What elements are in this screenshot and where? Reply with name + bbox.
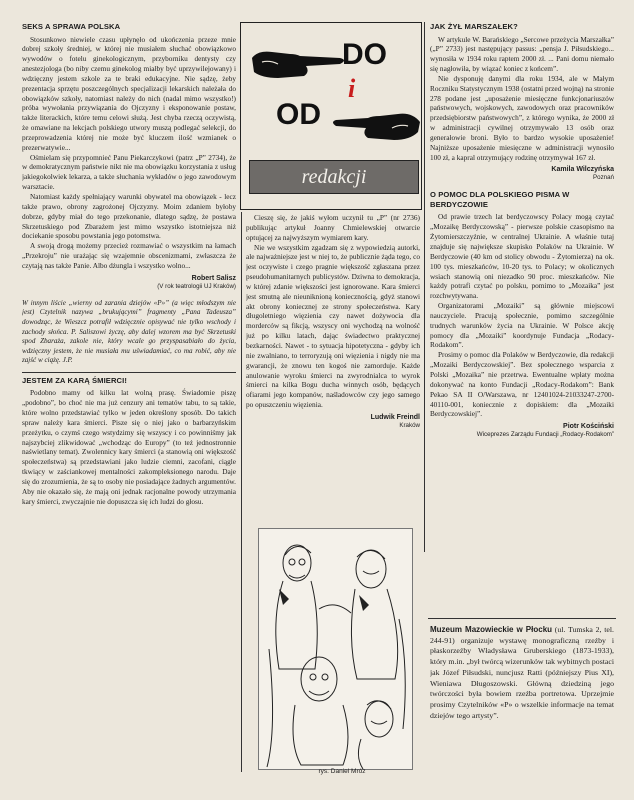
- marszalek-paragraph: W artykule W. Barańskiego „Sercowe przeżycia Marszałka” („P” 2733) jest następujący passus: „pensja J. Piłsudskiego... wynosiła w 1934 roku raptem 2000 zł. ... Pani domu niemało się nagłowiła, by wiązać koniec z końcem”.: [430, 34, 614, 74]
- seks-paragraph: Ośmielam się przypomnieć Panu Piekarczykowi (patrz „P” 2734), że w demokratycznym państwie nikt nie ma obowiązku korzystania z usług jakiegokolwiek lekarza, a także słuchania wykładów o jego zawodowym warsztacie.: [22, 152, 236, 192]
- pomoc-signature: Piotr Kościński: [563, 423, 614, 431]
- muzeum-text: (ul. Tumska 2, tel. 244-91) organizuje wystawę monograficzną rzeźby i płaskorzeźby Władysława Gruberskiego (1873-1933), który m.in. „był twórcą wizerunków tak wybitnych postaci jak Józef Piłsudski, nuncjusz Ratti (późniejszy Pius XI), Wieniawa Długoszowski. Główną dziedziną jego twórczości była bowiem rzeźba portretowa. Uprzejmie prosimy Czytelników «P» o wszelkie informacje na temat dziejów tego artysty”.: [430, 625, 614, 720]
- seks-paragraph: A swoją drogą możemy przecież rozmawiać o wszystkim na łamach „Przekroju” nie urażając się wzajemnie obscenizmami, zwłaszcza że czytają nas także Panie. Albo dżungla i wszystko wolno...: [22, 241, 236, 270]
- caricature-drawing: [259, 529, 412, 769]
- muzeum-box: [430, 625, 614, 775]
- seks-paragraph: Stosunkowo niewiele czasu upłynęło od ukończenia przeze mnie dobrej szkoły średniej, w której nie musiałem słuchać obowiązkowo wywodów o fotelu ginekologicznym, przyborniku dentysty czy anestezjologa (bo niby czemu ginekolog miałby być uprzywilejowany) i wdzięczny jestem szkole za te braki edukacyjne. Nie sądzę, żeby prezentacja sprzętu poszczególnych specjalizacji lekarskich należała do obowiązków szkoły, natomiast należy do nich (nadal mimo wszystko!) próba wywołania przywiązania do Ojczyzny i eksponowanie postaw, także literackich, które temu celowi służą. Jest chyba rzeczą oczywistą, że omawiane na lekcjach polskiego utwory muszą podlegać selekcji, do przeprowadzenia której nie może być kluczem ilość wzmianek o prezerwatywie...: [22, 34, 236, 152]
- seks-paragraph: Natomiast każdy spełniający warunki obywatel ma obowiązek - lecz także prawo, obrony zagrożonej Ojczyzny. Moim zdaniem byłoby dobrze, gdyby miał do tego przekonanie, dlatego sądzę, że postawa Skrzetuskiego pod Zbarażem jest mimo wszystko istotniejsza niż dociekanie sposobu powstania jego potomstwa.: [22, 192, 236, 241]
- seks-signature: Robert Salisz: [191, 274, 236, 282]
- word-do: DO: [342, 38, 387, 71]
- pomoc-paragraph: Organizatorami „Mozaiki” są głównie miejscowi nauczyciele. Pracują społecznie, pomimo szczególnie trudnych warunków życia na Ukrainie. W Polsce akcję pomocy dla „Mozaiki” koordynuje Fundacja „Rodacy-Rodakom”.: [430, 301, 614, 350]
- marszalek-paragraph: Nie dysponuję danymi dla roku 1934, ale w Małym Roczniku Statystycznym 1938 (ostatni przed wojną) na stronie 278 podane jest „uposażenie miesięczne funkcjonariuszów państwowych, wojskowych, zawodowych oraz pracowników przedsiębiorstw państwowych”, z którego wynika, że 2000 zł w administracji cywilnej otrzymywało 13 osób oraz generałowie broni. Było to bardzo wysokie uposażenie! Najniższe uposażenie miesięczne w administracji wynosiło 100 zł, a kapral otrzymujący rodzinę otrzymywał 167 zł.: [430, 73, 614, 162]
- red-letter-i: i: [348, 74, 356, 103]
- marszalek-signature: Kamila Wilczyńska: [551, 166, 614, 174]
- jestem-paragraph: Cieszę się, że jakiś wyłom uczynił tu „P” (nr 2736) publikując artykuł Joanny Chmielewskiej otwarcie optującej za najwyższym wymiarem kary.: [246, 213, 420, 242]
- editor-note: W innym liście „wierny od zarania dziejów «P»” (a więc młodszym nie jest) Czytelnik nazywa „brukującymi” fragmenty „Pana Tadeusza” dowodząc, że Wieszcz potrafił wdzięcznie opisywać nie tylko wschody i zachody słońca. P. Saliszowi życzę, aby dalej wzorem ma być Skrzetuski spod Zbaraża, zakole nie, który wcale go przyspasabiało do życia, wdzięczny jestem, że nie musiała mu uświadamiać, co ma robić, aby nie zajść w ciążę. J.P.: [22, 298, 236, 365]
- section-divider: [428, 618, 616, 619]
- redakcji-banner: [249, 160, 419, 194]
- jestem-signature: Ludwik Freindl: [370, 413, 420, 421]
- pointing-hand-icon: [250, 42, 350, 88]
- center-column: [246, 213, 420, 523]
- pomoc-paragraph: Prosimy o pomoc dla Polaków w Berdyczowie, dla redakcji „Mozaiki Berdyczowskiej”. Bez społecznego wsparcia z Polski „Mozaika” nie przetrwa. Ewentualne wpłaty można dokonywać na konto Fundacji „Rodacy-Rodakom”: Bank Pekao SA II O/Warszawa, nr 12401024-21033247-2700-40110-001, koniecznie z dopiskiem: dla „Mozaiki Berdyczowskiej”.: [430, 350, 614, 419]
- column-divider: [241, 212, 242, 772]
- muzeum-notice: [430, 625, 614, 721]
- column-divider: [424, 22, 425, 552]
- word-od: OD: [276, 98, 321, 131]
- right-column: [430, 22, 614, 547]
- pointing-hand-icon: [332, 102, 422, 146]
- pomoc-affiliation: Wiceprezes Zarządu Fundacji „Rodacy-Rodakom”: [476, 431, 614, 439]
- marszalek-place: Poznań: [593, 174, 614, 182]
- cartoon-illustration: [258, 528, 413, 770]
- pomoc-heading: O POMOC DLA POLSKIEGO PISMA W BERDYCZOWIE: [430, 190, 570, 209]
- marszalek-heading: JAK ŻYŁ MARSZAŁEK?: [430, 22, 518, 31]
- cartoon-credit: rys. Daniel Mróz: [318, 768, 366, 775]
- jestem-place: Kraków: [399, 421, 420, 429]
- jestem-paragraph: Nie we wszystkim zgadzam się z wypowiedzią autorki, ale najważniejsze jest w niej to, że publicznie żąda tego, co jest oczywiste i czego pragnie większość zgłaszana przez pseudohumanitarnych publicystów. Dziwna to demokracja, w której zdanie większości jest ignorowane. Kara śmierci jest smutną ale nieuniknioną koniecznością, gdyż stanowi akt obrony koniecznej ze strony społeczeństwa. Kary długoletniego więzienia czy nawet dożywocia dla morderców są fikcją, wszyscy oni wychodzą na wolność już po kilku latach, dając świadectwo praktycznej bezkarności. Nawet - to sytuacja hipotetyczna - gdyby ich nie zwalniano, to terroryzują oni więzienia i nigdy nie ma gwarancji, że znowu ten kogoś nie zamorduje. Każde anulowanie wyroku śmierci na zwyrodnialca to wyrok śmierci na kilka Bogu ducha winnych osób, będących ofiarami jego kompanów, naśladowców czy jego samego po opuszczeniu więzienia.: [246, 242, 420, 410]
- seks-heading: SEKS A SPRAWA POLSKA: [22, 22, 121, 31]
- jestem-paragraph: Podobno mamy od kilku lat wolną prasę. Świadomie piszę „podobno”, bo choć nie ma już cenzury ani tematów tabu, to są takie, które wolno przedstawiać tylko w jeden określony sposób. Do takich spraw należy kara śmierci. Pisze się o niej jako o barbarzyńskim przeżytku, o czymś czego wstydzimy się wszyscy i co powinniśmy jak najszybciej zlikwidować „wchodząc do Europy” (to też jednostronnie naświetlany temat). Zwolennicy kary śmierci (a stanowią oni większość społeczeństwa) są przedstawiani jako ludzie ciemni, zacofani, ciągle tkwiący w zaściankowej mentalności zakompleksionego narodu. Daje się do zrozumienia, że są to osoby nie posiadające żadnych argumentów. Aby nie okazało się, że mają oni jednak racjonalne powody utrzymania kary śmierci, zwyczajnie nie dopuszcza się ich ludzi do głosu.: [22, 388, 236, 506]
- muzeum-lead: Muzeum Mazowieckie w Płocku: [430, 625, 553, 634]
- banner-text: redakcji: [301, 166, 367, 188]
- left-column: [22, 22, 236, 792]
- pomoc-paragraph: Od prawie trzech lat berdyczowscy Polacy mogą czytać „Mozaikę Berdyczowską” - pierwsze polskie czasopismo na Żytomierszczyźnie, w centralnej Ukrainie. A właśnie tutaj znajduje się największe skupisko Polaków na Ukrainie. W Berdyczowie (40 km od stolicy obwodu - Żytomierza) na ok. 100 tys. mieszkańców, 10-20 tys. to Polacy; w okolicznych wsiach stanowią oni niezadko 90 proc. mieszkańców. Nie każdy potrafi czytać po polsku, pomimo to „Mozaika” jest rozchwytywana.: [430, 212, 614, 301]
- jestem-heading: JESTEM ZA KARĄ ŚMIERCI!: [22, 372, 236, 386]
- seks-affiliation: (V rok teatrologii UJ Kraków): [157, 282, 236, 290]
